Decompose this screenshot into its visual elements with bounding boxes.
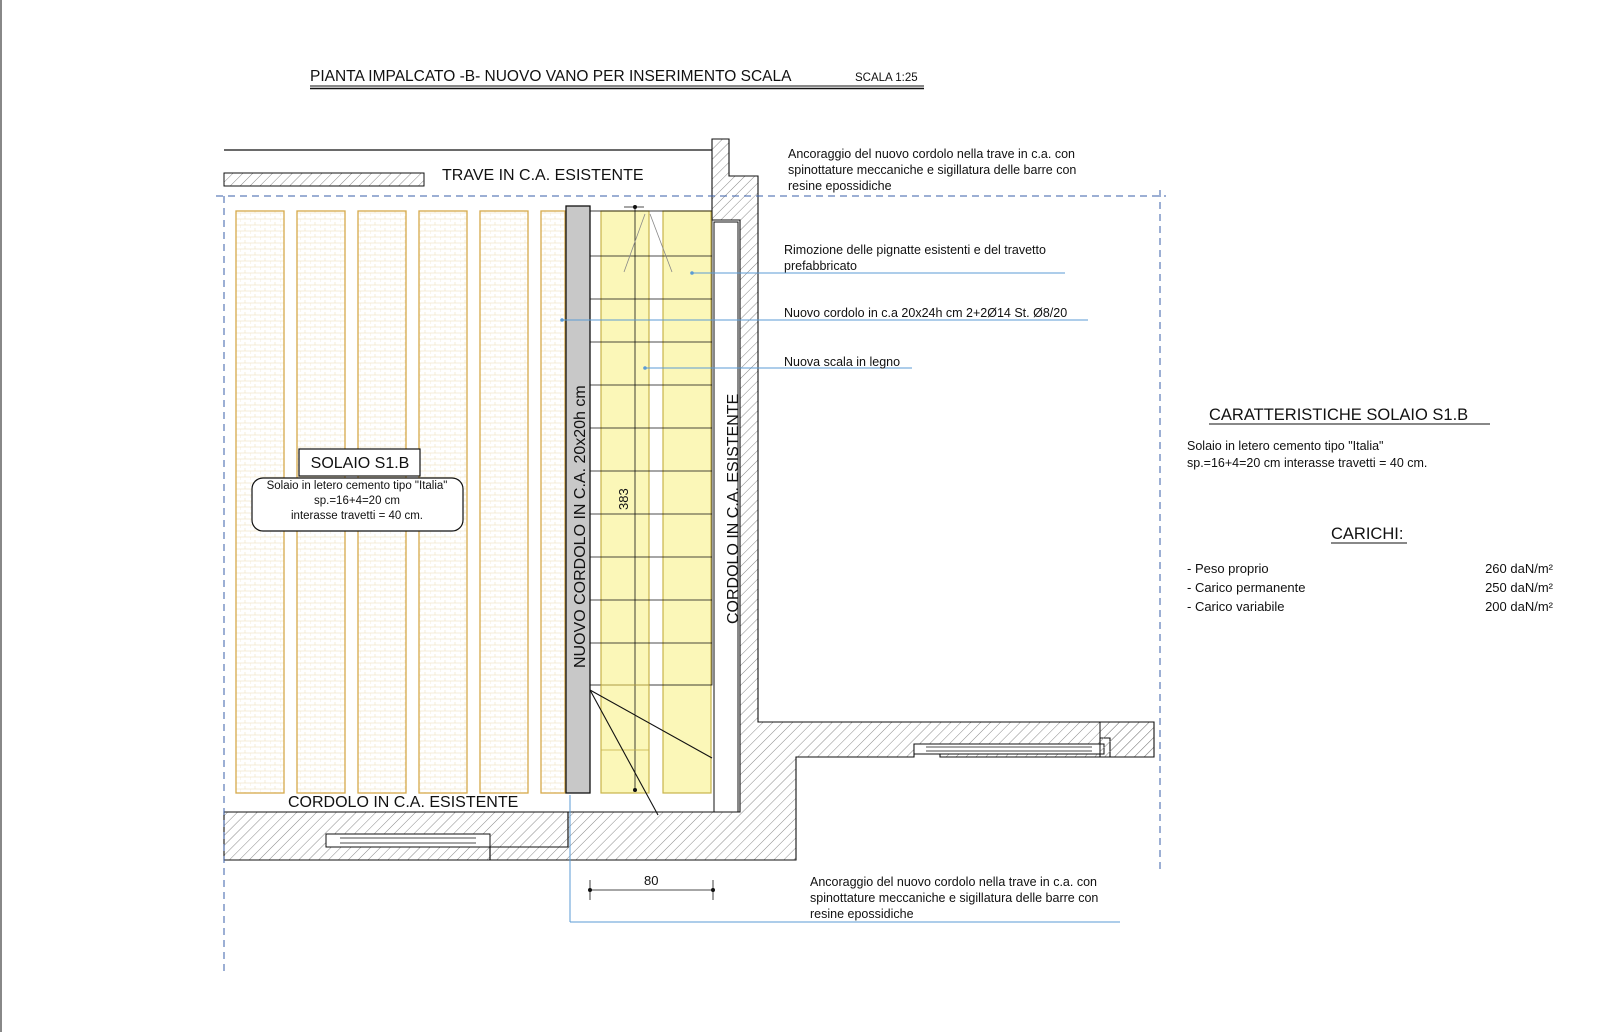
annotation-new-cordolo: Nuovo cordolo in c.a 20x24h cm 2+2Ø14 St. Ø8/20: [784, 306, 1068, 320]
removal-line1: Rimozione delle pignatte esistenti e del travetto: [784, 243, 1046, 257]
load-value: 200 daN/m²: [1485, 599, 1553, 614]
label-nuovo-cordolo: NUOVO CORDOLO IN C.A. 20x20h cm: [572, 385, 589, 668]
load-value: 250 daN/m²: [1485, 580, 1553, 595]
solaio-line3: interasse travetti = 40 cm.: [291, 510, 423, 522]
solaio-line2: sp.=16+4=20 cm: [314, 495, 400, 507]
loads-title: CARICHI:: [1331, 525, 1404, 543]
load-label: - Carico variabile: [1187, 599, 1285, 614]
title-text: PIANTA IMPALCATO -B- NUOVO VANO PER INSERIMENTO SCALA: [310, 68, 792, 85]
removal-line2: prefabbricato: [784, 259, 857, 273]
anchor-top-line1: Ancoraggio del nuovo cordolo nella trave in c.a. con: [788, 147, 1075, 161]
dimension-80: [588, 873, 715, 900]
specs-desc2: sp.=16+4=20 cm interasse travetti = 40 cm.: [1187, 456, 1428, 470]
anchor-bottom-line3: resine epossidiche: [810, 907, 914, 921]
load-label: - Carico permanente: [1187, 580, 1306, 595]
new-cordolo: [566, 206, 590, 793]
drawing-title: [310, 68, 924, 89]
anchor-top-line3: resine epossidiche: [788, 179, 892, 193]
solaio-line1: Solaio in letero cemento tipo "Italia": [266, 480, 448, 492]
label-trave-esistente: TRAVE IN C.A. ESISTENTE: [442, 167, 644, 184]
annotation-removal: [784, 243, 1046, 273]
specs-panel: [1187, 406, 1554, 614]
solaio-title: SOLAIO S1.B: [310, 455, 410, 472]
annotation-new-stair: Nuova scala in legno: [784, 355, 901, 369]
load-label: - Peso proprio: [1187, 561, 1269, 576]
specs-title: CARATTERISTICHE SOLAIO S1.B: [1209, 406, 1469, 424]
specs-desc1: Solaio in letero cemento tipo "Italia": [1187, 439, 1384, 453]
anchor-bottom-line1: Ancoraggio del nuovo cordolo nella trave in c.a. con: [810, 875, 1097, 889]
dim-383: 383: [616, 488, 631, 510]
label-cordolo-vertical: CORDOLO IN C.A. ESISTENTE: [725, 393, 742, 624]
annotation-anchor-top: [788, 147, 1076, 193]
label-cordolo-bottom: CORDOLO IN C.A. ESISTENTE: [288, 794, 519, 811]
new-stair: [590, 205, 712, 815]
annotation-anchor-bottom: [810, 875, 1098, 921]
anchor-top-line2: spinottature meccaniche e sigillatura delle barre con: [788, 163, 1077, 177]
load-value: 260 daN/m²: [1485, 561, 1553, 576]
scale-text: SCALA 1:25: [855, 72, 918, 84]
existing-beam: [224, 150, 712, 186]
dim-80: 80: [644, 873, 659, 888]
anchor-bottom-line2: spinottature meccaniche e sigillatura delle barre con: [810, 891, 1099, 905]
